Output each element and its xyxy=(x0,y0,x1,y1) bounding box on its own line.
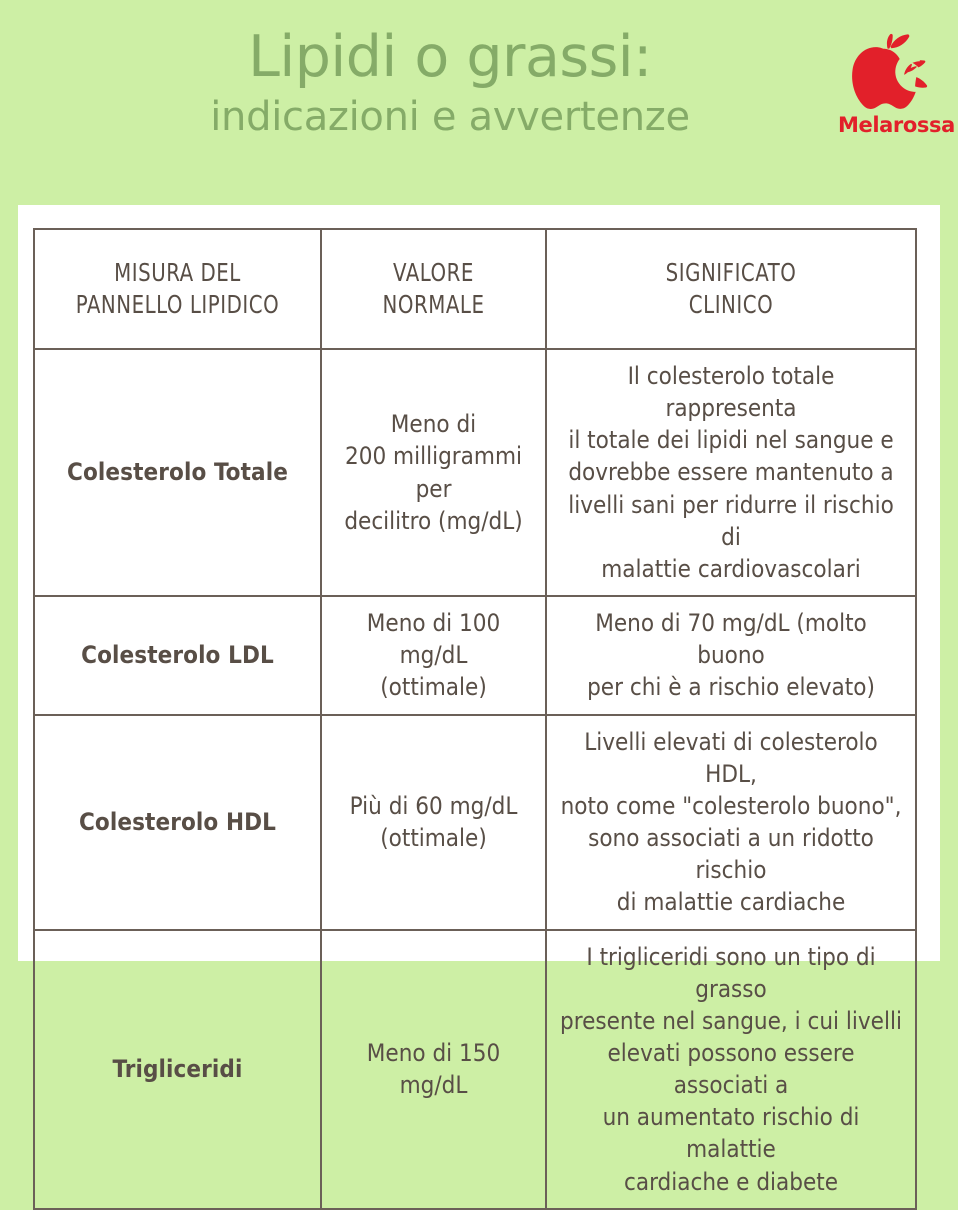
header xyxy=(0,0,958,205)
cell-value-line: Meno di 150 mg/dL xyxy=(366,1038,501,1100)
cell-meaning-line: I trigliceridi sono un tipo di grasso xyxy=(586,942,876,1003)
cell-meaning-line: livelli sani per ridurre il rischio di xyxy=(568,490,894,551)
cell-measure: Colesterolo HDL xyxy=(34,715,321,930)
cell-measure: Trigliceridi xyxy=(34,930,321,1209)
cell-value-line: Meno di 100 mg/dL xyxy=(366,609,501,670)
cell-meaning-line: noto come "colesterolo buono", xyxy=(560,791,902,820)
cell-value-line: (ottimale) xyxy=(380,673,487,702)
lipid-panel-table xyxy=(33,228,917,1210)
cell-value-line: Più di 60 mg/dL xyxy=(349,791,518,820)
cell-meaning xyxy=(546,596,916,714)
cell-value-line: Meno di xyxy=(390,410,477,439)
table-row xyxy=(34,349,916,596)
cell-meaning-line: cardiache e diabete xyxy=(623,1167,839,1196)
cell-meaning-line: elevati possono essere associati a xyxy=(607,1038,855,1100)
cell-value xyxy=(321,715,546,930)
title-block xyxy=(60,24,840,140)
cell-meaning-line: malattie cardiovascolari xyxy=(601,554,861,583)
cell-meaning-line: per chi è a rischio elevato) xyxy=(587,673,875,702)
table-row xyxy=(34,930,916,1209)
cell-meaning-line: presente nel sangue, i cui livelli xyxy=(560,1006,902,1035)
cell-value xyxy=(321,349,546,596)
cell-meaning xyxy=(546,349,916,596)
column-header-value xyxy=(335,229,533,349)
brand-logo xyxy=(838,32,955,144)
column-header-meaning-line2: CLINICO xyxy=(688,290,774,319)
table-row xyxy=(34,715,916,930)
table-row xyxy=(34,596,916,714)
table-header xyxy=(34,229,916,349)
table-body xyxy=(34,349,916,1209)
column-header-meaning xyxy=(568,229,894,349)
brand-wordmark: Melarossa xyxy=(838,113,955,137)
table-header-row xyxy=(34,229,916,349)
cell-meaning-line: un aumentato rischio di malattie xyxy=(602,1103,860,1164)
cell-meaning xyxy=(546,715,916,930)
column-header-value-line1: VALORE xyxy=(393,257,474,287)
page-subtitle: indicazioni e avvertenze xyxy=(210,93,690,140)
page-title: Lipidi o grassi: xyxy=(248,24,652,90)
cell-meaning-line: dovrebbe essere mantenuto a xyxy=(568,458,894,487)
cell-value xyxy=(321,596,546,714)
column-header-measure-line1: MISURA DEL xyxy=(114,257,241,287)
cell-meaning-line: Livelli elevati di colesterolo HDL, xyxy=(584,727,878,788)
cell-measure: Colesterolo LDL xyxy=(34,596,321,714)
cell-measure: Colesterolo Totale xyxy=(34,349,321,596)
cell-value-line: (ottimale) xyxy=(380,824,487,853)
cell-meaning-line: Il colesterolo totale rappresenta xyxy=(627,362,835,423)
cell-meaning-line: sono associati a un ridotto rischio xyxy=(588,824,874,885)
cell-value-line: decilitro (mg/dL) xyxy=(344,506,523,535)
column-header-meaning-line1: SIGNIFICATO xyxy=(665,257,797,287)
red-apple-icon xyxy=(843,32,933,112)
column-header-measure xyxy=(51,229,304,349)
cell-meaning-line: di malattie cardiache xyxy=(616,888,846,917)
cell-meaning-line: Meno di 70 mg/dL (molto buono xyxy=(595,609,867,670)
table-card xyxy=(18,205,940,1196)
cell-meaning xyxy=(546,930,916,1209)
column-header-value-line2: NORMALE xyxy=(382,290,485,319)
cell-meaning-line: il totale dei lipidi nel sangue e xyxy=(568,426,894,455)
cell-value xyxy=(321,930,546,1209)
column-header-measure-line2: PANNELLO LIPIDICO xyxy=(75,290,280,319)
cell-value-line: 200 milligrammi per xyxy=(345,442,522,503)
